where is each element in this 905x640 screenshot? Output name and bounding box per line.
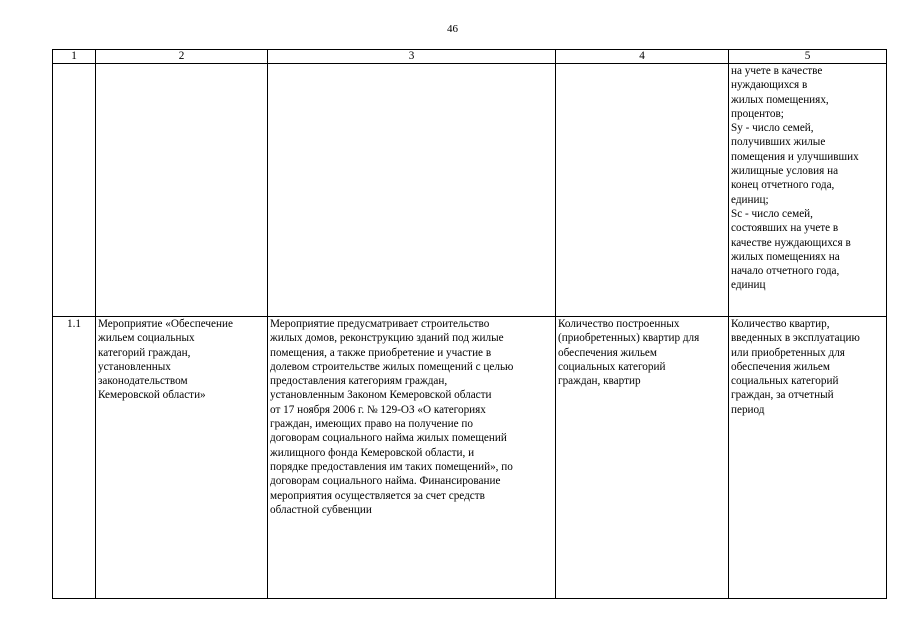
cell-measure-name: Мероприятие «Обеспечение жильем социальных категорий граждан, установленных законодательством Кемеровской области»	[96, 317, 268, 599]
column-header-3: 3	[268, 50, 556, 64]
cell-description: Мероприятие предусматривает строительство жилых домов, реконструкцию зданий под жилые помещения, а также приобретение и участие в долевом строительстве жилых помещений с целью предоставления категориям граждан, установленным Законом Кемеровской области от 17 ноября 2006 г. № 129-ОЗ «О категориях граждан, имеющих право на получение по договорам социального найма жилых помещений жилищного фонда Кемеровской области, и порядке предоставления им таких помещений», по договорам социального найма. Финансирование мероприятия осуществляется за счет средств областной субвенции	[268, 317, 556, 599]
measures-table	[52, 49, 887, 599]
page-number: 46	[447, 23, 458, 35]
cell-description	[268, 64, 556, 317]
cell-indicator	[556, 64, 729, 317]
cell-indicator: Количество построенных (приобретенных) квартир для обеспечения жильем социальных категорий граждан, квартир	[556, 317, 729, 599]
table-row-1-1	[53, 317, 887, 599]
cell-calculation: Количество квартир, введенных в эксплуатацию или приобретенных для обеспечения жильем социальных категорий граждан, за отчетный период	[729, 317, 887, 599]
cell-number	[53, 64, 96, 317]
cell-number: 1.1	[53, 317, 96, 599]
cell-measure-name	[96, 64, 268, 317]
column-header-5: 5	[729, 50, 887, 64]
table-header-row	[53, 50, 887, 64]
cell-calculation: на учете в качестве нуждающихся в жилых помещениях, процентов; Sу - число семей, получивших жилые помещения и улучшивших жилищные условия на конец отчетного года, единиц; Sс - число семей, состоявших на учете в качестве нуждающихся в жилых помещениях на начало отчетного года, единиц	[729, 64, 887, 317]
column-header-2: 2	[96, 50, 268, 64]
column-header-1: 1	[53, 50, 96, 64]
table-row-continuation	[53, 64, 887, 317]
column-header-4: 4	[556, 50, 729, 64]
